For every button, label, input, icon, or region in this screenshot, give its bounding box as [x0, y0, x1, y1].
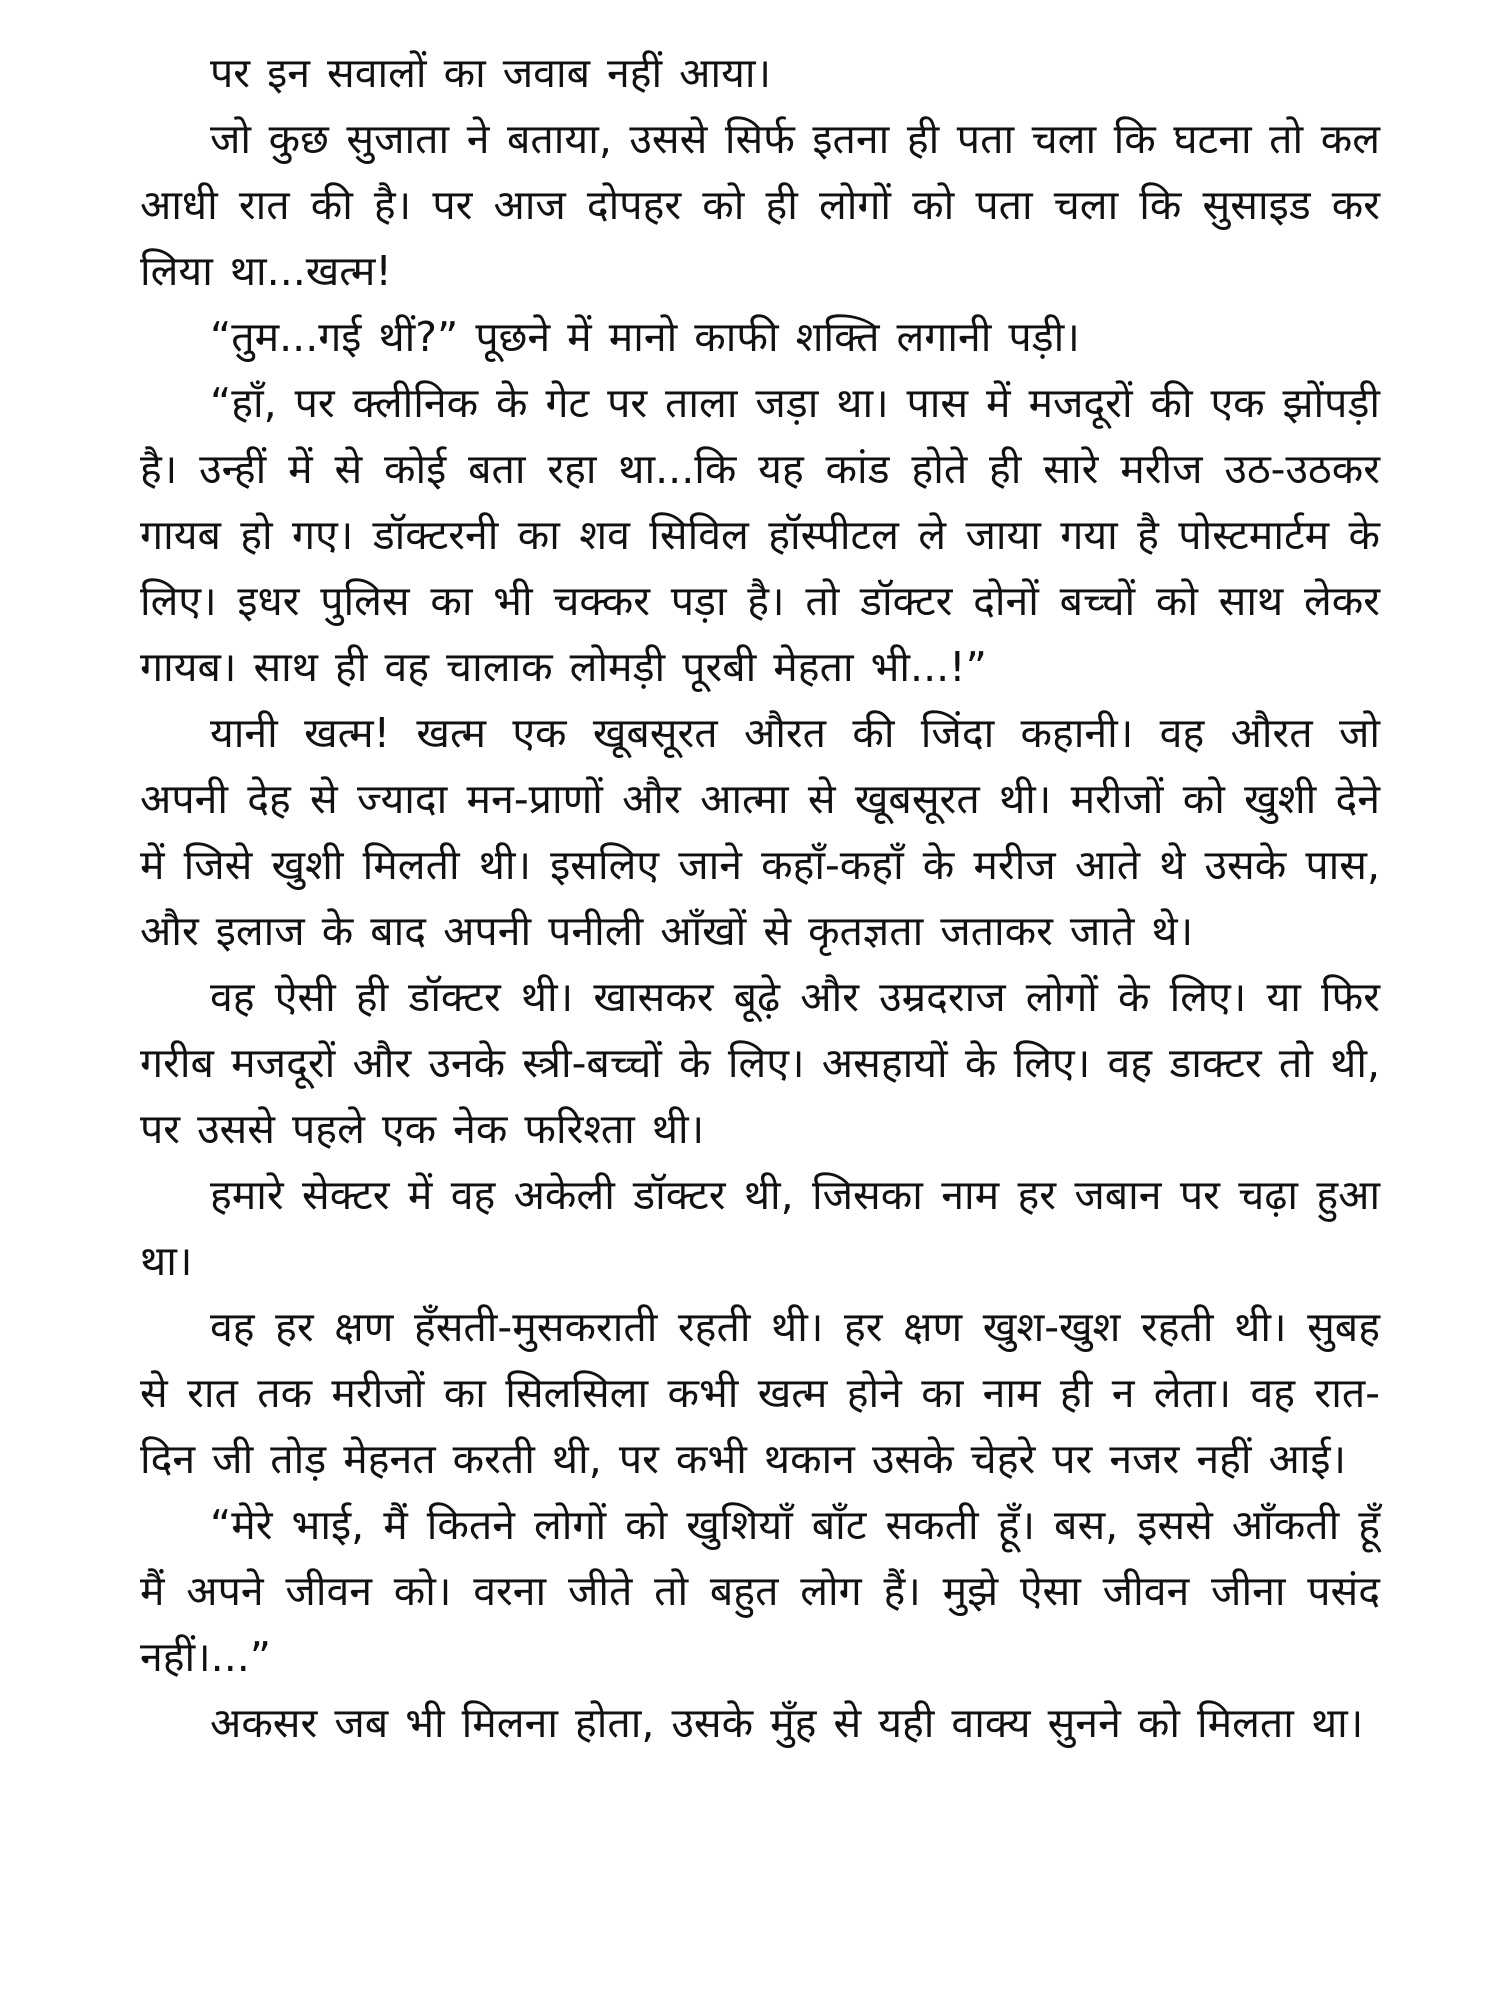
paragraph: अकसर जब भी मिलना होता, उसके मुँह से यही वाक्य सुनने को मिलता था। [210, 1699, 1364, 1747]
paragraph: वह ऐसी ही डॉक्टर थी। खासकर बूढ़े और उम्रदराज लोगों के लिए। या फिर गरीब मजदूरों और उनके स्त्री-बच्चों के लिए। असहायों के लिए। वह डाक्टर तो थी, पर उससे पहले एक नेक फरिश्ता थी। [140, 973, 1380, 1153]
paragraph: “मेरे भाई, मैं कितने लोगों को खुशियाँ बाँट सकती हूँ। बस, इससे आँकती हूँ मैं अपने जीवन को। वरना जीते तो बहुत लोग हैं। मुझे ऐसा जीवन जीना पसंद नहीं।...” [140, 1501, 1380, 1681]
paragraph: “तुम...गई थीं?” पूछने में मानो काफी शक्ति लगानी पड़ी। [210, 313, 1080, 361]
paragraph: जो कुछ सुजाता ने बताया, उससे सिर्फ इतना ही पता चला कि घटना तो कल आधी रात की है। पर आज दोपहर को ही लोगों को पता चला कि सुसाइड कर लिया था...खत्म! [140, 115, 1380, 295]
story-text [140, 40, 1380, 1756]
paragraph: पर इन सवालों का जवाब नहीं आया। [210, 49, 772, 97]
paragraph: “हाँ, पर क्लीनिक के गेट पर ताला जड़ा था। पास में मजदूरों की एक झोंपड़ी है। उन्हीं में से कोई बता रहा था...कि यह कांड होते ही सारे मरीज उठ-उठकर गायब हो गए। डॉक्टरनी का शव सिविल हॉस्पीटल ले जाया गया है पोस्टमार्टम के लिए। इधर पुलिस का भी चक्कर पड़ा है। तो डॉक्टर दोनों बच्चों को साथ लेकर गायब। साथ ही वह चालाक लोमड़ी पूरबी मेहता भी...!” [140, 379, 1380, 691]
paragraph: हमारे सेक्टर में वह अकेली डॉक्टर थी, जिसका नाम हर जबान पर चढ़ा हुआ था। [140, 1171, 1380, 1285]
paragraph: यानी खत्म! खत्म एक खूबसूरत औरत की जिंदा कहानी। वह औरत जो अपनी देह से ज्यादा मन-प्राणों और आत्मा से खूबसूरत थी। मरीजों को खुशी देने में जिसे खुशी मिलती थी। इसलिए जाने कहाँ-कहाँ के मरीज आते थे उसके पास, और इलाज के बाद अपनी पनीली आँखों से कृतज्ञता जताकर जाते थे। [140, 709, 1380, 955]
paragraph: वह हर क्षण हँसती-मुसकराती रहती थी। हर क्षण खुश-खुश रहती थी। सुबह से रात तक मरीजों का सिलसिला कभी खत्म होने का नाम ही न लेता। वह रात-दिन जी तोड़ मेहनत करती थी, पर कभी थकान उसके चेहरे पर नजर नहीं आई। [140, 1303, 1380, 1483]
